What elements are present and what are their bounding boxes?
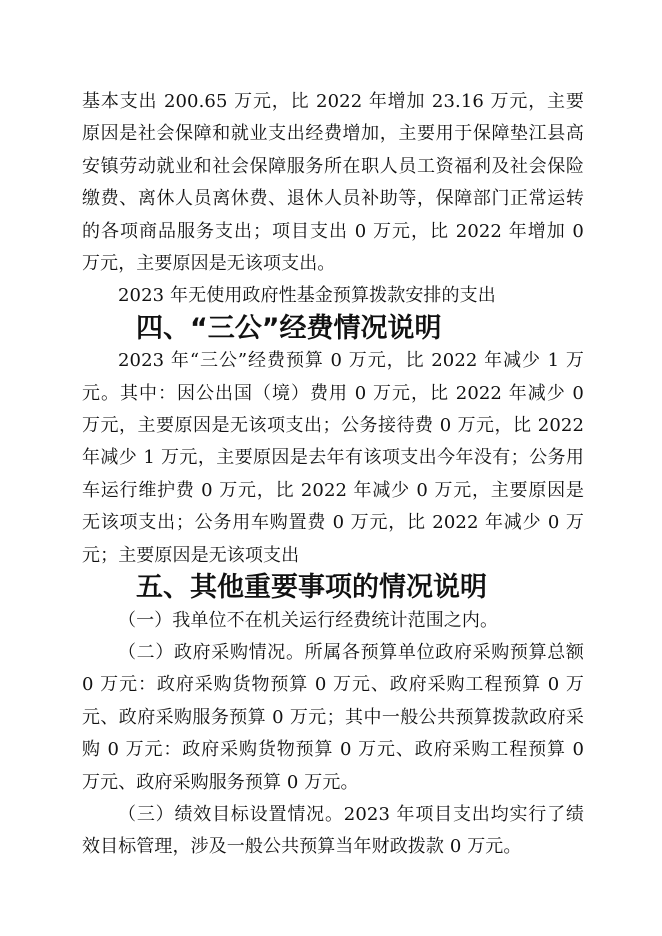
basic-expenditure-paragraph: 基本支出 200.65 万元，比 2022 年增加 23.16 万元，主要原因是社会保障和就业支出经费增加，主要用于保障垫江县高安镇劳动就业和社会保障服务所在职人员工资福利及社会保险缴费、离休人员离休费、退休人员补助等，保障部门正常运转的各项商品服务支出；项目支出 0 万元，比 2022 年增加 0 万元，主要原因是无该项支出。 — [82, 91, 584, 275]
document-body — [82, 86, 584, 864]
three-public-expenses-paragraph: 2023 年“三公”经费预算 0 万元，比 2022 年减少 1 万元。其中：因公出国（境）费用 0 万元，比 2022 年减少 0 万元，主要原因是无该项支出；公务接待费 0 万元，比 2022 年减少 1 万元，主要原因是去年有该项支出今年没有；公务用车运行维护费 0 万元，比 2022 年减少 0 万元，主要原因是无该项支出；公务用车购置费 0 万元，比 2022 年减少 0 万元；主要原因是无该项支出 — [82, 350, 584, 566]
performance-goal-paragraph: （三）绩效目标设置情况。2023 年项目支出均实行了绩效目标管理，涉及一般公共预算当年财政拨款 0 万元。 — [82, 803, 584, 858]
government-procurement-paragraph: （二）政府采购情况。所属各预算单位政府采购预算总额 0 万元：政府采购货物预算 0 万元、政府采购工程预算 0 万元、政府采购服务预算 0 万元；其中一般公共预算拨款政府采购 0 万元：政府采购货物预算 0 万元、政府采购工程预算 0 万元、政府采购服务预算 0 万元。 — [82, 641, 584, 793]
section-five-heading: 五、其他重要事项的情况说明 — [136, 572, 487, 604]
government-fund-paragraph: 2023 年无使用政府性基金预算拨款安排的支出 — [118, 285, 496, 307]
operating-fund-paragraph: （一）我单位不在机关运行经费统计范围之内。 — [118, 609, 499, 631]
section-four-heading: 四、“三公”经费情况说明 — [136, 312, 442, 344]
